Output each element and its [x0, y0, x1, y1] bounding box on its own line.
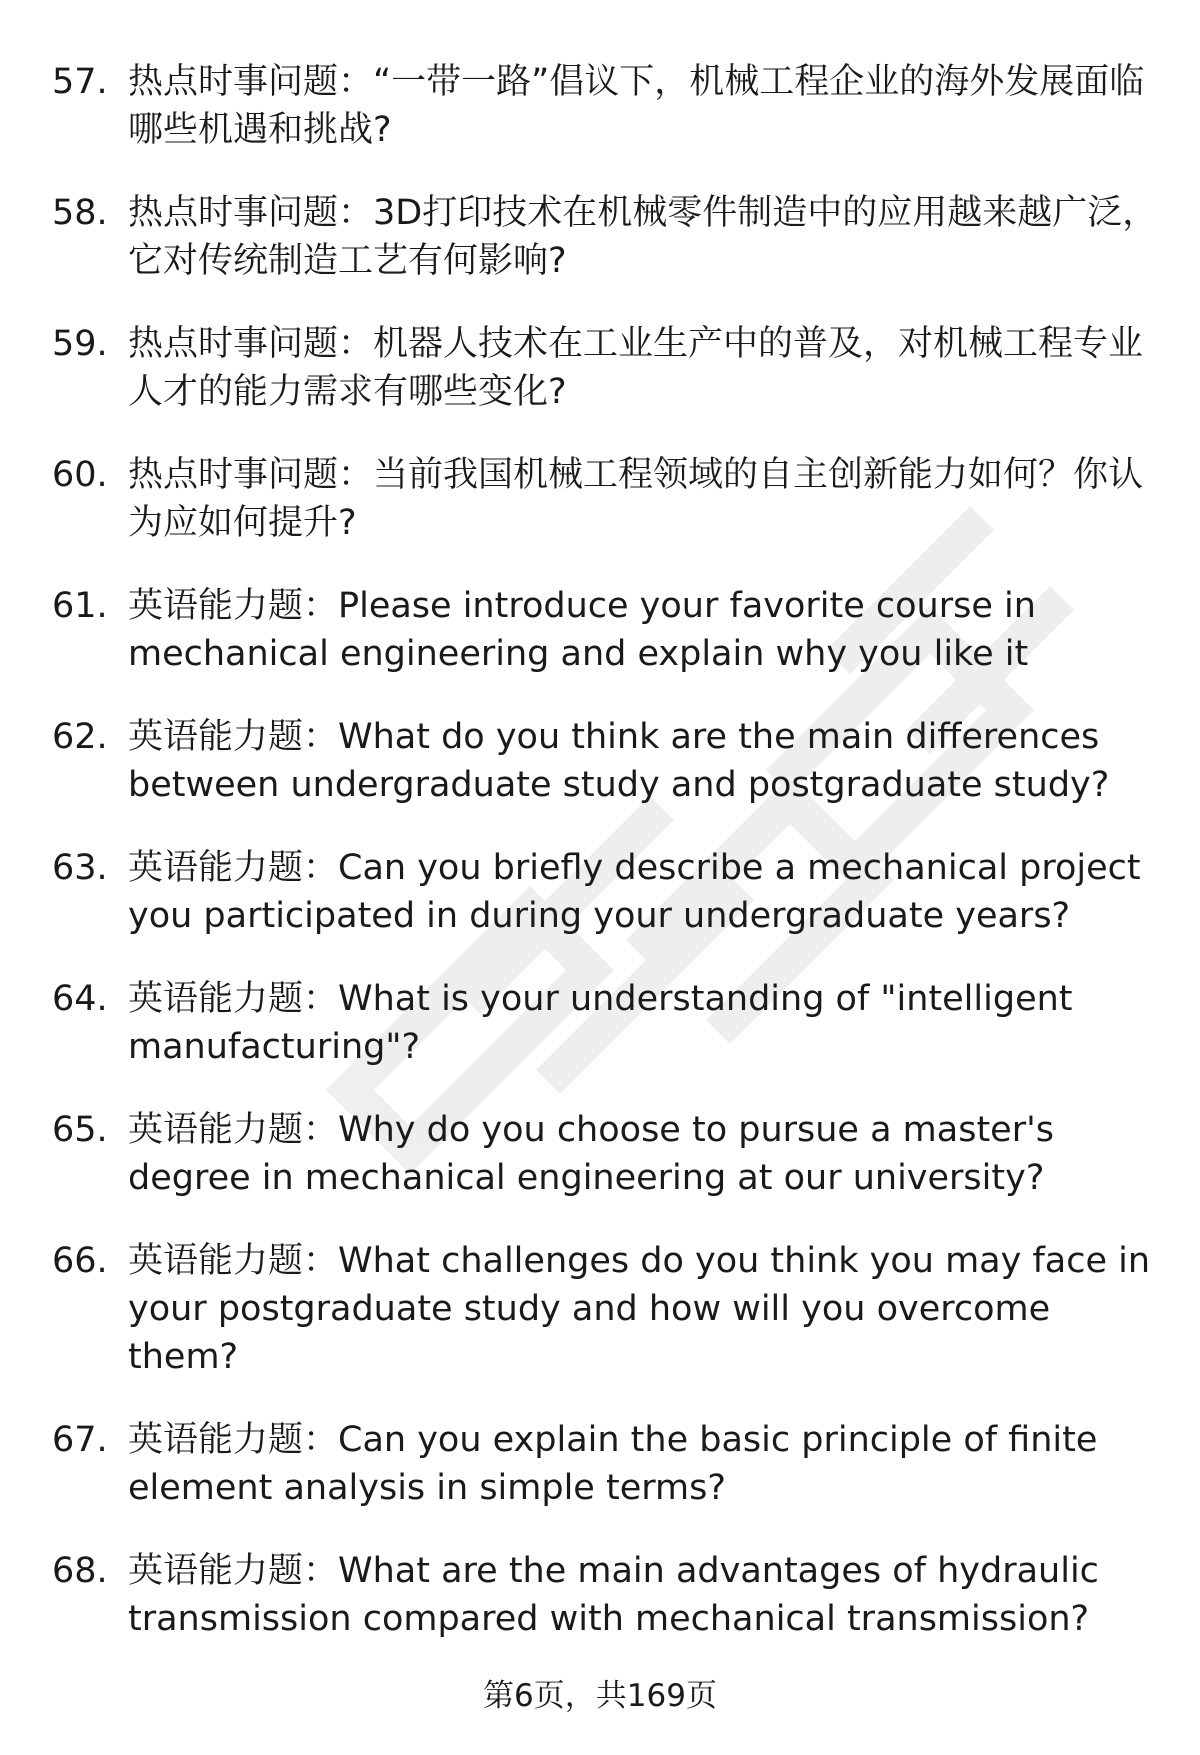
question-number: 67.	[52, 1420, 108, 1460]
question-number: 59.	[52, 324, 108, 364]
question-text: 热点时事问题：“一带一路”倡议下，机械工程企业的海外发展面临哪些机遇和挑战?	[128, 62, 1145, 150]
list-item	[52, 451, 1162, 547]
question-number: 63.	[52, 848, 108, 888]
list-item	[52, 975, 1162, 1071]
list-item	[52, 844, 1162, 940]
question-text: 英语能力题：Please introduce your favorite course in mechanical engineering and explain why you like it	[128, 586, 1036, 674]
question-number: 61.	[52, 586, 108, 626]
question-number: 64.	[52, 979, 108, 1019]
question-text: 英语能力题：What are the main advantages of hydraulic transmission compared with mechanical transmission?	[128, 1551, 1099, 1639]
page-indicator: 第6页，共169页	[483, 1678, 717, 1714]
question-number: 66.	[52, 1241, 108, 1281]
question-text: 热点时事问题：机器人技术在工业生产中的普及，对机械工程专业人才的能力需求有哪些变化?	[128, 324, 1144, 412]
question-text: 英语能力题：What do you think are the main differences between undergraduate study and postgraduate study?	[128, 717, 1110, 805]
question-text: 英语能力题：Why do you choose to pursue a master's degree in mechanical engineering at our university?	[128, 1110, 1054, 1198]
question-text: 英语能力题：Can you explain the basic principle of finite element analysis in simple terms?	[128, 1420, 1098, 1508]
list-item	[52, 1416, 1162, 1512]
question-number: 57.	[52, 62, 108, 102]
list-item	[52, 713, 1162, 809]
list-item	[52, 582, 1162, 678]
list-item	[52, 1547, 1162, 1643]
question-number: 58.	[52, 193, 108, 233]
list-item	[52, 1237, 1162, 1381]
question-number: 68.	[52, 1551, 108, 1591]
question-text: 英语能力题：What is your understanding of "intelligent manufacturing"?	[128, 979, 1073, 1067]
list-item	[52, 58, 1162, 154]
question-text: 英语能力题：What challenges do you think you may face in your postgraduate study and how will you overcome them?	[128, 1241, 1151, 1377]
question-text: 热点时事问题：当前我国机械工程领域的自主创新能力如何？你认为应如何提升?	[128, 455, 1144, 543]
question-number: 65.	[52, 1110, 108, 1150]
question-number: 60.	[52, 455, 108, 495]
question-text: 英语能力题：Can you briefly describe a mechanical project you participated in during your undergraduate years?	[128, 848, 1141, 936]
list-item	[52, 1106, 1162, 1202]
list-item	[52, 320, 1162, 416]
question-number: 62.	[52, 717, 108, 757]
question-text: 热点时事问题：3D打印技术在机械零件制造中的应用越来越广泛，它对传统制造工艺有何影响?	[128, 193, 1158, 281]
question-list	[52, 58, 1162, 1678]
list-item	[52, 189, 1162, 285]
page-footer	[0, 1676, 1200, 1716]
